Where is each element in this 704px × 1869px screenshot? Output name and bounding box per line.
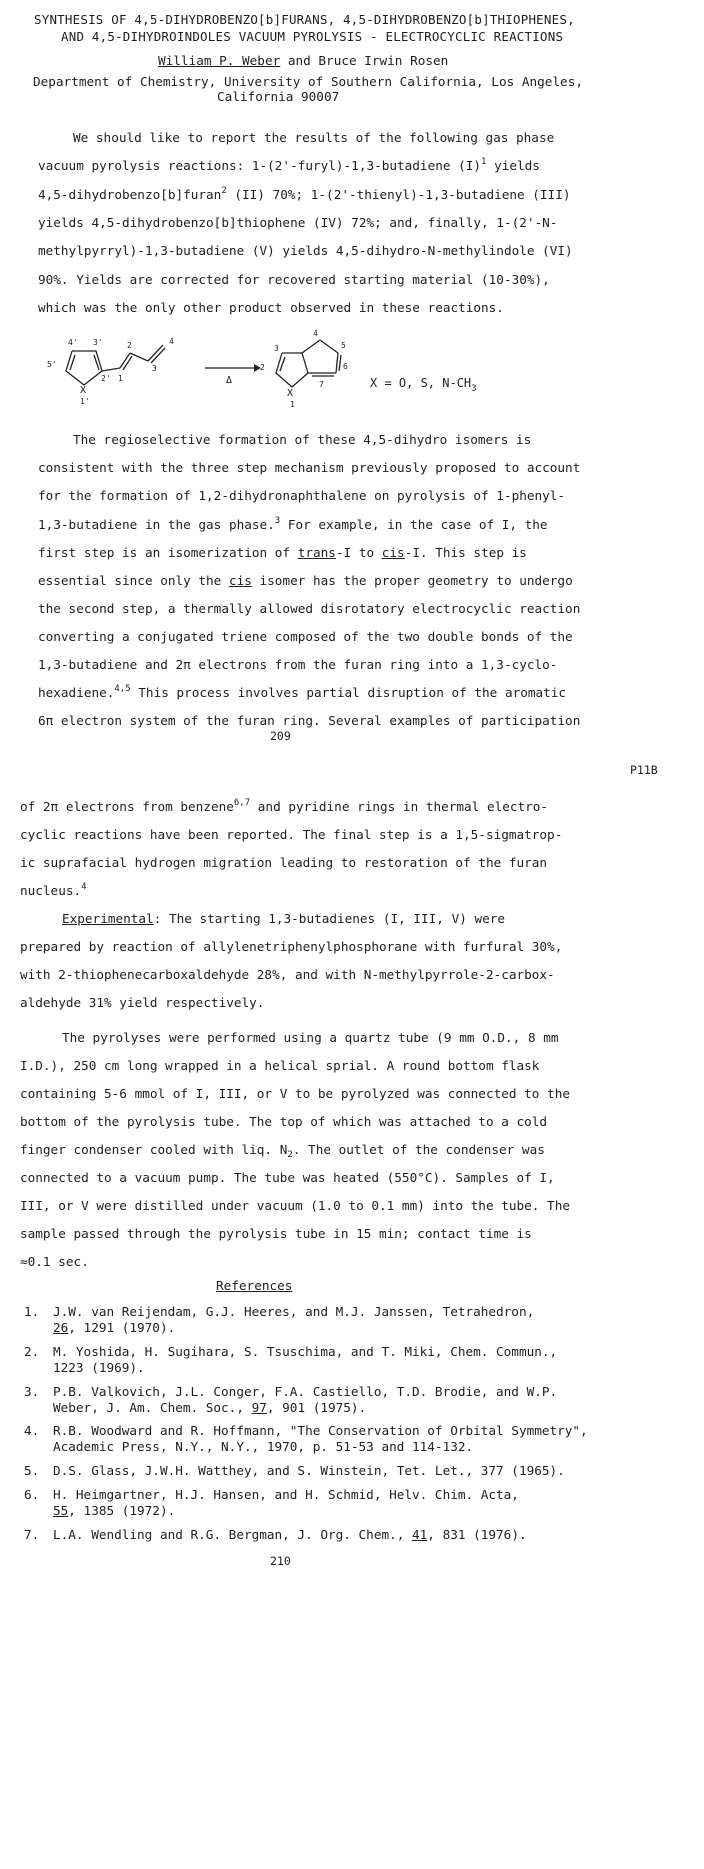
para2-line: consistent with the three step mechanism previously proposed to account [38,460,581,475]
label-1prime: 1' [80,397,90,406]
para1-line: vacuum pyrolysis reactions: 1-(2'-furyl)-1,3-butadiene $(I)^1$ yields [38,157,540,173]
label-4: 4 [169,337,174,346]
para2-line: The regioselective formation of these 4,5-dihydro isomers is [73,432,532,447]
plabel-3: 3 [274,344,279,353]
ref-line: M. Yoshida, H. Sugihara, S. Tsuschima, and T. Miki, Chem. Commun., [53,1344,558,1359]
label-2: 2 [127,341,132,350]
title-line-1: SYNTHESIS OF 4,5-DIHYDROBENZO[b]FURANS, 4,5-DIHYDROBENZO[b]THIOPHENES, [34,12,575,27]
para2-line: 1,3-butadiene in the gas phase.$^3$ For example, in the case of I, the [38,516,548,532]
para1-line: We should like to report the results of the following gas phase [73,130,555,145]
corner-code: P11B [630,763,658,777]
label-3prime: 3' [93,338,103,347]
plabel-1: 1 [290,400,295,409]
ref-line: 26, 1291 (1970). [53,1320,176,1335]
pyrolysis-line: finger condenser cooled with liq. $N_2$. The outlet of the condenser was [20,1142,545,1160]
ref-number: 7. [24,1527,40,1542]
pyrolysis-line: containing 5-6 mmol of I, III, or V to be pyrolyzed was connected to the [20,1086,570,1101]
para2-line: for the formation of 1,2-dihydronaphthalene on pyrolysis of 1-phenyl- [38,488,566,503]
plabel-X: X [287,388,294,399]
plabel-2: 2 [260,363,265,372]
label-X: X [80,385,87,396]
ref-line: D.S. Glass, J.W.H. Watthey, and S. Winstein, Tet. Let., 377 (1965). [53,1463,565,1478]
ref-line: Weber, J. Am. Chem. Soc., 97, 901 (1975). [53,1400,367,1415]
para1-line: methylpyrryl)-1,3-butadiene (V) yields 4,5-dihydro-N-methylindole (VI) [38,243,573,258]
ref-line: P.B. Valkovich, J.L. Conger, F.A. Castiello, T.D. Brodie, and W.P. [53,1384,558,1399]
para2-line: 1,3-butadiene and 2π electrons from the furan ring into a 1,3-cyclo- [38,657,558,672]
pyrolysis-line: The pyrolyses were performed using a quartz tube (9 mm O.D., 8 mm [62,1030,559,1045]
experimental-line: aldehyde 31% yield respectively. [20,995,265,1010]
experimental-line: with 2-thiophenecarboxaldehyde 28%, and with N-methylpyrrole-2-carbox- [20,967,555,982]
reactant-structure [66,345,165,385]
ref-line: R.B. Woodward and R. Hoffmann, "The Conservation of Orbital Symmetry", [53,1423,588,1438]
label-1: 1 [118,374,123,383]
ref-line: Academic Press, N.Y., N.Y., 1970, p. 51-53 and 114-132. [53,1439,474,1454]
ref-number: 4. [24,1423,40,1438]
product-structure [276,340,341,387]
ref-line: 55, 1385 (1972). [53,1503,176,1518]
experimental-line: Experimental: The starting 1,3-butadienes (I, III, V) were [62,911,506,926]
page-number: 209 [270,729,291,743]
pyrolysis-line: I.D.), 250 cm long wrapped in a helical sprial. A round bottom flask [20,1058,540,1073]
para1-line: which was the only other product observed in these reactions. [38,300,504,315]
reaction-arrow [205,364,261,386]
ref-number: 6. [24,1487,40,1502]
experimental-heading: Experimental [62,911,154,926]
heat-label: Δ [226,375,233,386]
plabel-6: 6 [343,362,348,371]
label-5prime: 5' [47,360,57,369]
page-number: 210 [270,1554,291,1568]
para1-line: 90%. Yields are corrected for recovered starting material (10-30%), [38,272,550,287]
cont-line: cyclic reactions have been reported. The final step is a 1,5-sigmatrop- [20,827,563,842]
para1-line: 4,5-dihydrobenzo[b]furan$^2$ (II) 70%; 1-(2'-thienyl)-1,3-butadiene (III) [38,186,571,202]
pyrolysis-line: bottom of the pyrolysis tube. The top of which was attached to a cold [20,1114,548,1129]
ref-line: J.W. van Reijendam, G.J. Heeres, and M.J. Janssen, Tetrahedron, [53,1304,535,1319]
author-weber: William P. Weber [158,53,281,68]
affiliation-line-2: California 90007 [217,89,340,104]
para2-line: hexadiene.$^{4,5}$ This process involves partial disruption of the aromatic [38,684,567,700]
plabel-5: 5 [341,341,346,350]
ref-line: 1223 (1969). [53,1360,145,1375]
authors [158,53,448,68]
x-definition: X = O, S, $N-CH_3$ [370,376,477,394]
affiliation-line-1: Department of Chemistry, University of Southern California, Los Angeles, [33,74,583,89]
label-3: 3 [152,364,157,373]
plabel-7: 7 [319,380,324,389]
plabel-4: 4 [313,329,318,338]
pyrolysis-line: connected to a vacuum pump. The tube was heated (550°C). Samples of I, [20,1170,555,1185]
pyrolysis-line: sample passed through the pyrolysis tube in 15 min; contact time is [20,1226,532,1241]
ref-line: H. Heimgartner, H.J. Hansen, and H. Schmid, Helv. Chim. Acta, [53,1487,519,1502]
label-4prime: 4' [68,338,78,347]
para2-line: 6π electron system of the furan ring. Several examples of participation [38,713,581,728]
ref-number: 1. [24,1304,40,1319]
references-heading: References [216,1278,293,1293]
ref-number: 2. [24,1344,40,1359]
para2-line: first step is an isomerization of trans-I to cis-I. This step is [38,545,527,560]
ref-line: L.A. Wendling and R.G. Bergman, J. Org. Chem., 41, 831 (1976). [53,1527,527,1542]
para2-line: the second step, a thermally allowed disrotatory electrocyclic reaction [38,601,581,616]
para1-line: yields 4,5-dihydrobenzo[b]thiophene (IV) 72%; and, finally, 1-(2'-N- [38,215,558,230]
cont-line: ic suprafacial hydrogen migration leading to restoration of the furan [20,855,548,870]
cont-line: of 2π electrons from benzene$^{6,7}$ and pyridine rings in thermal electro- [20,798,549,814]
ref-number: 5. [24,1463,40,1478]
cont-line: nucleus.$^4$ [20,882,87,898]
reaction-scheme [30,323,510,423]
ref-number: 3. [24,1384,40,1399]
title-line-2: AND 4,5-DIHYDROINDOLES VACUUM PYROLYSIS - ELECTROCYCLIC REACTIONS [61,29,564,44]
author-rest: and Bruce Irwin Rosen [280,53,449,68]
para2-line: converting a conjugated triene composed of the two double bonds of the [38,629,573,644]
pyrolysis-line: ≈0.1 sec. [20,1254,89,1269]
label-2prime: 2' [101,374,111,383]
experimental-line: prepared by reaction of allylenetriphenylphosphorane with furfural 30%, [20,939,563,954]
para2-line: essential since only the cis isomer has the proper geometry to undergo [38,573,573,588]
pyrolysis-line: III, or V were distilled under vacuum (1.0 to 0.1 mm) into the tube. The [20,1198,570,1213]
